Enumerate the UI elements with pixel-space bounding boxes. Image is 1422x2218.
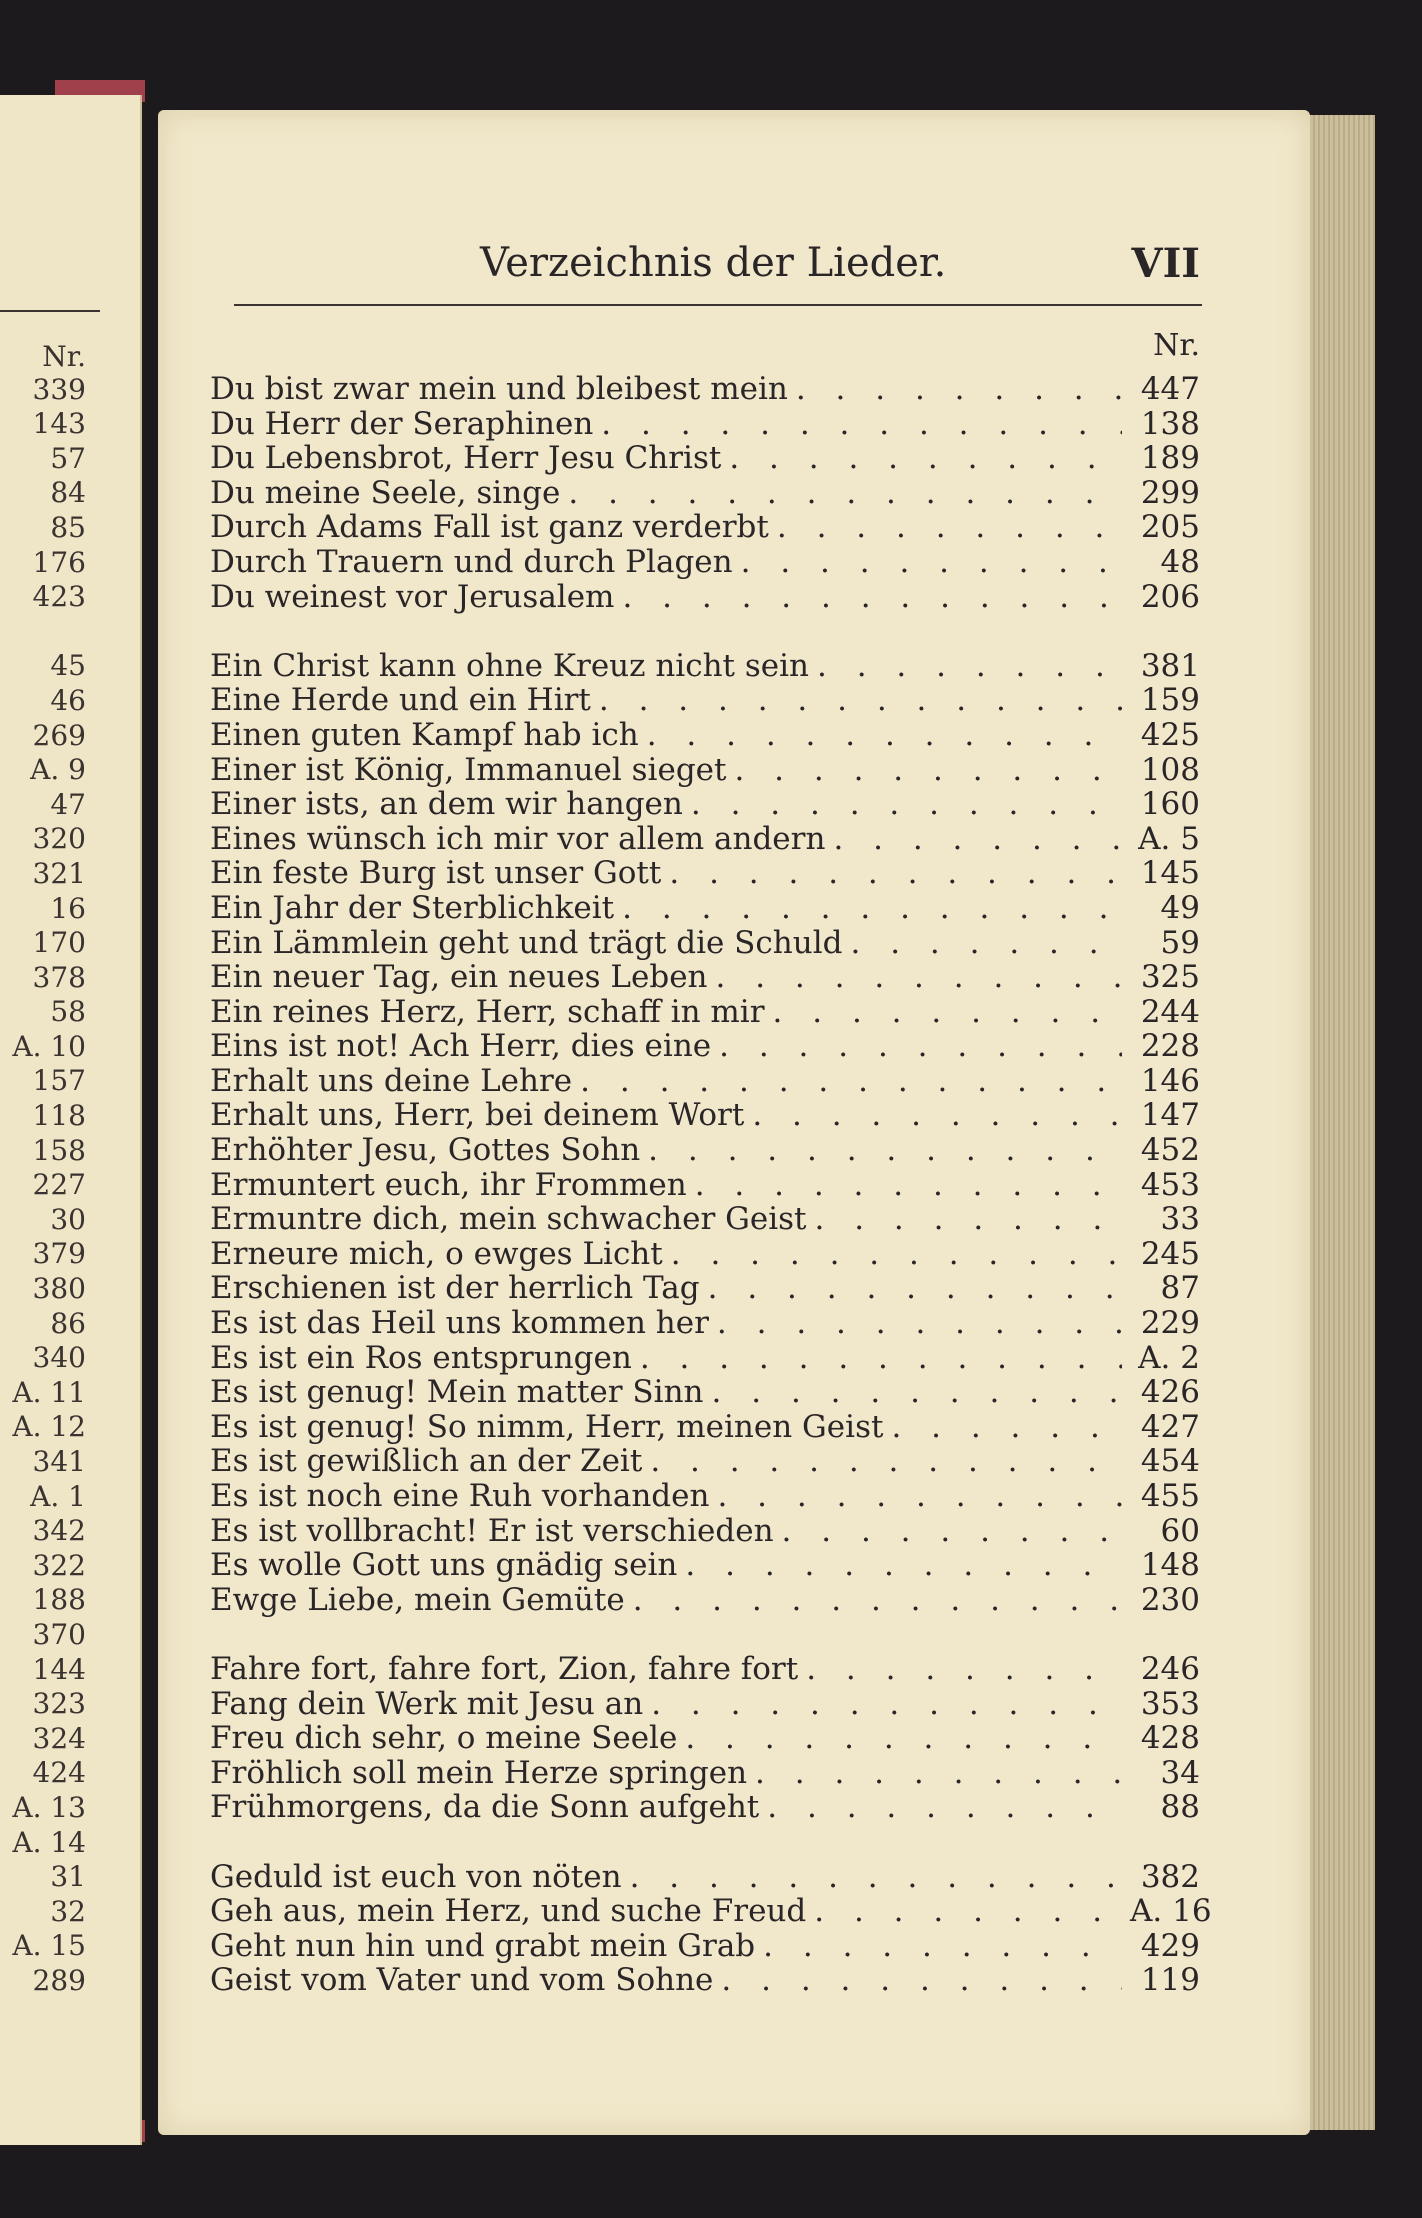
song-title: Durch Trauern und durch Plagen xyxy=(210,543,733,580)
left-page-number: A. 14 xyxy=(12,1825,86,1859)
left-page-number xyxy=(0,615,86,650)
header-rule xyxy=(234,304,1202,306)
index-entry xyxy=(210,1963,1200,1998)
page-number: VII xyxy=(1131,240,1200,287)
song-title: Erhalt uns deine Lehre xyxy=(210,1062,573,1099)
index-entry xyxy=(210,926,1200,961)
left-page-number: 176 xyxy=(32,545,86,579)
song-title: Erhalt uns, Herr, bei deinem Wort xyxy=(210,1097,745,1134)
left-page-number: 320 xyxy=(32,822,86,856)
leader-dots xyxy=(850,926,1122,961)
song-title: Eins ist not! Ach Herr, dies eine xyxy=(210,1028,712,1065)
song-title: Du Lebensbrot, Herr Jesu Christ xyxy=(210,440,722,477)
leader-dots xyxy=(633,1583,1122,1618)
leader-dots xyxy=(752,1098,1122,1133)
song-title: Freu dich sehr, o meine Seele xyxy=(210,1720,678,1757)
song-title: Geduld ist euch von nöten xyxy=(210,1858,622,1895)
song-title: Erschienen ist der herrlich Tag xyxy=(210,1270,700,1307)
left-page-number: A. 11 xyxy=(12,1375,86,1409)
song-number: A. 2 xyxy=(1138,1339,1200,1376)
group-gap xyxy=(210,1617,1200,1652)
index-entry xyxy=(210,995,1200,1030)
song-title: Es ist genug! Mein matter Sinn xyxy=(210,1374,704,1411)
index-entry xyxy=(210,1687,1200,1722)
left-page-number: 46 xyxy=(50,683,86,717)
index-entry xyxy=(210,1893,1212,1930)
left-page-number: 423 xyxy=(32,580,86,614)
leader-dots xyxy=(691,787,1122,822)
leader-dots xyxy=(651,1687,1122,1722)
index-entry xyxy=(210,1237,1200,1272)
leader-dots xyxy=(717,1479,1122,1514)
index-entry xyxy=(210,1479,1200,1514)
index-entry xyxy=(210,580,1200,615)
left-page-number: 170 xyxy=(32,926,86,960)
song-number: 34 xyxy=(1160,1754,1200,1791)
left-page-number: 144 xyxy=(32,1652,86,1686)
left-page-number: 188 xyxy=(32,1583,86,1617)
song-title: Ein Lämmlein geht und trägt die Schuld xyxy=(210,924,843,961)
song-title: Es ist das Heil uns kommen her xyxy=(210,1305,709,1342)
index-entry xyxy=(210,649,1200,684)
song-title: Ermuntre dich, mein schwacher Geist xyxy=(210,1201,807,1238)
song-number: 230 xyxy=(1140,1581,1200,1618)
left-page-number: A. 13 xyxy=(12,1790,86,1824)
leader-dots xyxy=(685,1721,1122,1756)
index-entry xyxy=(210,1341,1200,1376)
leader-dots xyxy=(647,718,1122,753)
song-title: Erneure mich, o ewges Licht xyxy=(210,1235,663,1272)
leader-dots xyxy=(640,1341,1122,1376)
song-number: A. 5 xyxy=(1138,820,1200,857)
song-number: 429 xyxy=(1140,1927,1200,1964)
index-entry xyxy=(210,1583,1200,1618)
left-page-rule xyxy=(0,310,100,312)
leader-dots xyxy=(622,891,1122,926)
left-page-number: 143 xyxy=(32,407,86,441)
left-page-number: A. 15 xyxy=(12,1929,86,1963)
left-page-number: A. 1 xyxy=(30,1479,86,1513)
leader-dots xyxy=(648,1133,1122,1168)
song-number: 452 xyxy=(1140,1132,1200,1169)
left-page-number: 339 xyxy=(32,372,86,406)
song-title: Du Herr der Seraphinen xyxy=(210,405,594,442)
leader-dots xyxy=(719,1029,1122,1064)
song-title: Ein Jahr der Sterblichkeit xyxy=(210,889,615,926)
leader-dots xyxy=(817,649,1122,684)
index-entry xyxy=(210,683,1200,718)
left-page-number: 58 xyxy=(50,995,86,1029)
song-number: 60 xyxy=(1160,1512,1200,1549)
index-entry xyxy=(210,960,1200,995)
index-entry xyxy=(210,787,1200,822)
leader-dots xyxy=(599,683,1122,718)
left-page-number: 45 xyxy=(50,649,86,683)
leader-dots xyxy=(671,1237,1122,1272)
left-page-number: 370 xyxy=(32,1617,86,1651)
leader-dots xyxy=(741,545,1122,580)
left-page-number: 31 xyxy=(50,1860,86,1894)
song-title: Ein Christ kann ohne Kreuz nicht sein xyxy=(210,647,809,684)
leader-dots xyxy=(806,1652,1122,1687)
song-number: 228 xyxy=(1140,1028,1200,1065)
song-number: 49 xyxy=(1160,889,1200,926)
leader-dots xyxy=(755,1756,1122,1791)
page-title: Verzeichnis der Lieder. xyxy=(480,240,947,286)
song-number: 426 xyxy=(1140,1374,1200,1411)
song-title: Ein feste Burg ist unser Gott xyxy=(210,855,662,892)
leader-dots xyxy=(601,407,1122,442)
index-entry xyxy=(210,1375,1200,1410)
song-number: 325 xyxy=(1140,959,1200,996)
leader-dots xyxy=(814,1894,1122,1929)
leader-dots xyxy=(729,441,1122,476)
song-number: 160 xyxy=(1140,786,1200,823)
left-page-number: 424 xyxy=(32,1756,86,1790)
song-title: Frühmorgens, da die Sonn aufgeht xyxy=(210,1789,760,1826)
nr-label: Nr. xyxy=(1153,328,1200,363)
index-entry xyxy=(210,1721,1200,1756)
left-page-number: A. 10 xyxy=(12,1029,86,1063)
song-title: Geist vom Vater und vom Sohne xyxy=(210,1962,714,1999)
index-entry xyxy=(210,1410,1200,1445)
left-page-number: 340 xyxy=(32,1341,86,1375)
left-page-number: 227 xyxy=(32,1168,86,1202)
left-page-number: 322 xyxy=(32,1548,86,1582)
song-title: Ein reines Herz, Herr, schaff in mir xyxy=(210,993,765,1030)
leader-dots xyxy=(669,856,1122,891)
song-number: 245 xyxy=(1140,1235,1200,1272)
song-number: 87 xyxy=(1160,1270,1200,1307)
song-title: Es ist vollbracht! Er ist verschieden xyxy=(210,1512,774,1549)
song-number: 427 xyxy=(1140,1408,1200,1445)
left-page-number: 157 xyxy=(32,1064,86,1098)
leader-dots xyxy=(630,1860,1122,1895)
index-entry xyxy=(210,1133,1200,1168)
index-entry xyxy=(210,1444,1200,1479)
song-number: 48 xyxy=(1160,543,1200,580)
leader-dots xyxy=(708,1271,1122,1306)
song-title: Es ist noch eine Ruh vorhanden xyxy=(210,1478,710,1514)
index-entry xyxy=(210,1548,1200,1583)
index-entry xyxy=(210,718,1200,753)
song-title: Fahre fort, fahre fort, Zion, fahre fort xyxy=(210,1650,799,1687)
leader-dots xyxy=(721,1963,1122,1998)
leader-dots xyxy=(782,1514,1122,1549)
leader-dots xyxy=(685,1548,1122,1583)
song-title: Einer ist König, Immanuel sieget xyxy=(210,751,727,788)
left-page-numbers xyxy=(0,340,86,1999)
index-entry xyxy=(210,372,1200,407)
song-title: Du bist zwar mein und bleibest mein xyxy=(210,371,788,407)
leader-dots xyxy=(777,510,1122,545)
left-page-number: 57 xyxy=(50,441,86,475)
song-number: 244 xyxy=(1140,993,1200,1030)
left-page-number: 85 xyxy=(50,510,86,544)
index-entry xyxy=(210,1098,1200,1133)
song-number: 447 xyxy=(1140,371,1200,407)
index-entry xyxy=(210,891,1200,926)
index-entry xyxy=(210,1168,1200,1203)
leader-dots xyxy=(622,580,1122,615)
left-page-number: 30 xyxy=(50,1202,86,1236)
leader-dots xyxy=(650,1444,1122,1479)
left-page-number: 323 xyxy=(32,1687,86,1721)
index-entry xyxy=(210,822,1200,857)
left-page-number: 379 xyxy=(32,1237,86,1271)
song-number: 206 xyxy=(1140,578,1200,615)
leader-dots xyxy=(763,1929,1122,1964)
song-number: 382 xyxy=(1140,1858,1200,1895)
song-index-list xyxy=(210,371,1212,1999)
song-title: Es wolle Gott uns gnädig sein xyxy=(210,1547,678,1584)
song-number: 299 xyxy=(1140,474,1200,511)
leader-dots xyxy=(712,1375,1122,1410)
song-number: 353 xyxy=(1140,1685,1200,1722)
left-page-number: 378 xyxy=(32,960,86,994)
left-page-number: 16 xyxy=(50,891,86,925)
index-entry xyxy=(210,1929,1200,1964)
song-title: Ewge Liebe, mein Gemüte xyxy=(210,1581,625,1618)
left-page-number: 84 xyxy=(50,476,86,510)
song-number: 246 xyxy=(1140,1650,1200,1687)
left-page-number: 32 xyxy=(50,1894,86,1928)
song-number: 425 xyxy=(1140,716,1200,753)
song-number: 159 xyxy=(1140,682,1200,719)
song-number: 33 xyxy=(1160,1201,1200,1238)
leader-dots xyxy=(767,1790,1122,1825)
song-number: 229 xyxy=(1140,1305,1200,1342)
leader-dots xyxy=(695,1168,1122,1203)
song-number: 428 xyxy=(1140,1720,1200,1757)
left-page-number: 269 xyxy=(32,718,86,752)
song-title: Durch Adams Fall ist ganz verderbt xyxy=(210,509,769,546)
left-page-number: 380 xyxy=(32,1272,86,1306)
song-title: Einen guten Kampf hab ich xyxy=(210,716,639,753)
index-entry xyxy=(210,510,1200,545)
index-entry xyxy=(210,1652,1200,1687)
song-title: Eine Herde und ein Hirt xyxy=(210,682,591,719)
index-entry xyxy=(210,1756,1200,1791)
song-title: Fang dein Werk mit Jesu an xyxy=(210,1685,644,1722)
song-title: Einer ists, an dem wir hangen xyxy=(210,786,683,823)
song-title: Du meine Seele, singe xyxy=(210,474,561,511)
song-title: Geh aus, mein Herz, und suche Freud xyxy=(210,1893,807,1930)
song-number: A. 16 xyxy=(1130,1893,1212,1930)
song-title: Ein neuer Tag, ein neues Leben xyxy=(210,959,708,996)
left-page-number: 86 xyxy=(50,1306,86,1340)
song-number: 138 xyxy=(1140,405,1200,442)
index-entry xyxy=(210,476,1200,511)
song-number: 455 xyxy=(1140,1478,1200,1514)
index-entry xyxy=(210,1029,1200,1064)
song-number: 205 xyxy=(1140,509,1200,546)
song-number: 88 xyxy=(1160,1789,1200,1826)
song-number: 145 xyxy=(1140,855,1200,892)
song-title: Geht nun hin und grabt mein Grab xyxy=(210,1927,756,1964)
song-title: Eines wünsch ich mir vor allem andern xyxy=(210,820,826,857)
leader-dots xyxy=(580,1064,1122,1099)
left-page-number: 341 xyxy=(32,1445,86,1478)
index-entry xyxy=(210,407,1200,442)
leader-dots xyxy=(815,1202,1122,1237)
song-title: Erhöhter Jesu, Gottes Sohn xyxy=(210,1132,641,1169)
song-number: 453 xyxy=(1140,1166,1200,1203)
left-page-number: 342 xyxy=(32,1514,86,1548)
index-entry xyxy=(210,1790,1200,1825)
song-number: 148 xyxy=(1140,1547,1200,1584)
left-page-number: 118 xyxy=(32,1099,86,1133)
index-entry xyxy=(210,1064,1200,1099)
left-page-number: 158 xyxy=(32,1133,86,1167)
leader-dots xyxy=(833,822,1122,857)
song-number: 146 xyxy=(1140,1062,1200,1099)
song-number: 454 xyxy=(1140,1443,1200,1480)
song-number: 381 xyxy=(1140,647,1200,684)
song-title: Es ist ein Ros entsprungen xyxy=(210,1339,632,1376)
leader-dots xyxy=(716,960,1122,995)
left-page-number: 324 xyxy=(32,1721,86,1755)
index-entry xyxy=(210,441,1200,476)
index-entry xyxy=(210,1202,1200,1237)
song-title: Ermuntert euch, ihr Frommen xyxy=(210,1166,687,1203)
song-title: Du weinest vor Jerusalem xyxy=(210,578,615,615)
index-entry xyxy=(210,1860,1200,1895)
group-gap xyxy=(210,1825,1200,1860)
song-number: 119 xyxy=(1140,1962,1200,1999)
leader-dots xyxy=(568,476,1122,511)
index-entry xyxy=(210,753,1200,788)
song-title: Es ist gewißlich an der Zeit xyxy=(210,1443,643,1480)
song-number: 147 xyxy=(1140,1097,1200,1134)
leader-dots xyxy=(891,1410,1122,1445)
index-entry xyxy=(210,1514,1200,1549)
song-number: 59 xyxy=(1160,924,1200,961)
leader-dots xyxy=(773,995,1122,1030)
leader-dots xyxy=(734,753,1122,788)
index-entry xyxy=(210,545,1200,580)
index-entry xyxy=(210,1271,1200,1306)
left-page-number: 289 xyxy=(32,1963,86,1997)
index-entry xyxy=(210,1306,1200,1341)
left-column-label: Nr. xyxy=(42,340,86,373)
left-page-number: A. 12 xyxy=(12,1410,86,1444)
left-page-number: 47 xyxy=(50,787,86,821)
leader-dots xyxy=(717,1306,1122,1341)
song-title: Fröhlich soll mein Herze springen xyxy=(210,1754,748,1791)
index-entry xyxy=(210,856,1200,891)
song-title: Es ist genug! So nimm, Herr, meinen Geist xyxy=(210,1408,884,1445)
group-gap xyxy=(210,614,1200,649)
left-page-number: A. 9 xyxy=(30,753,86,787)
song-number: 108 xyxy=(1140,751,1200,788)
leader-dots xyxy=(796,372,1122,407)
song-number: 189 xyxy=(1140,440,1200,477)
left-page-number: 321 xyxy=(32,856,86,890)
